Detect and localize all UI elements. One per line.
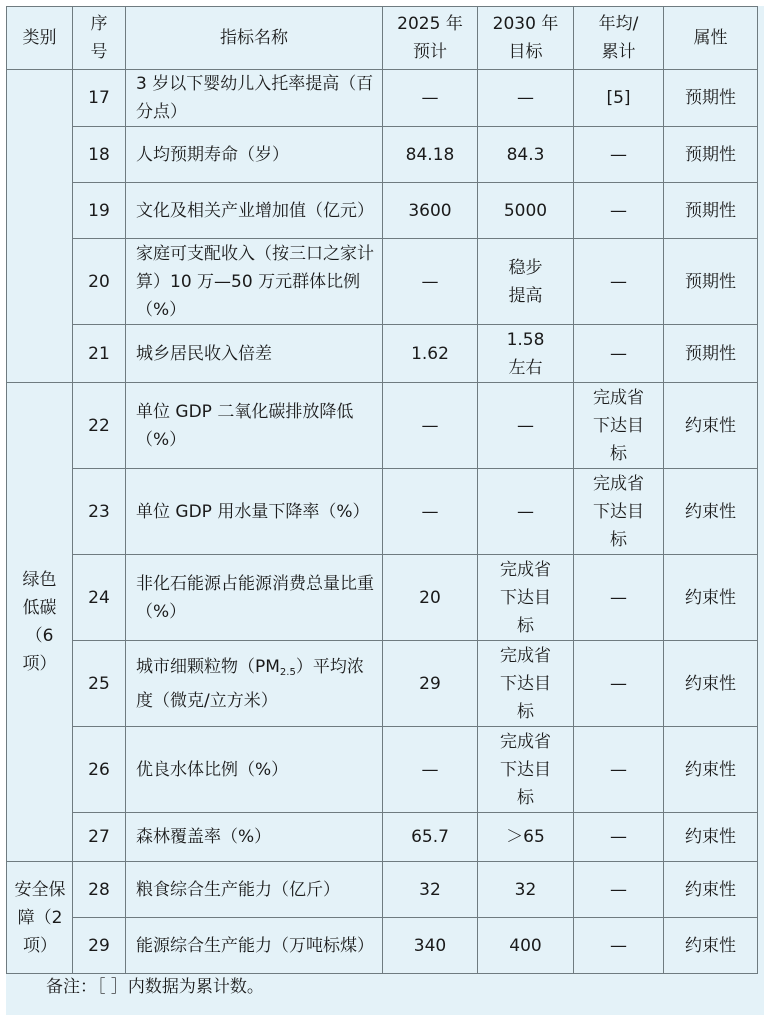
row-index: 19 [73,183,126,239]
row-index: 20 [73,239,126,325]
row-avg: — [574,127,664,183]
row-index: 21 [73,325,126,383]
category-green: 绿色低碳（6 项） [7,383,73,862]
row-attr: 约束性 [664,862,758,918]
table-row [7,641,758,727]
row-attr: 预期性 [664,183,758,239]
row-2030: 1.58左右 [478,325,574,383]
row-2025: — [383,70,478,127]
header-avg: 年均/累计 [574,7,664,70]
row-index: 22 [73,383,126,469]
row-index: 23 [73,469,126,555]
row-2025: 340 [383,918,478,974]
row-2030: 完成省下达目标 [478,641,574,727]
row-2025: 29 [383,641,478,727]
row-avg: — [574,813,664,862]
row-attr: 预期性 [664,325,758,383]
table-row [7,383,758,469]
table-row [7,325,758,383]
row-2030: — [478,469,574,555]
row-name: 文化及相关产业增加值（亿元） [126,183,383,239]
row-2025: 20 [383,555,478,641]
row-avg: 完成省下达目标 [574,383,664,469]
header-category: 类别 [7,7,73,70]
row-index: 27 [73,813,126,862]
indicator-table [6,6,758,974]
row-index: 29 [73,918,126,974]
row-attr: 约束性 [664,813,758,862]
row-avg: 完成省下达目标 [574,469,664,555]
header-2025: 2025 年预计 [383,7,478,70]
row-index: 17 [73,70,126,127]
row-name: 能源综合生产能力（万吨标煤） [126,918,383,974]
table-row [7,239,758,325]
row-2030: 完成省下达目标 [478,555,574,641]
pm-subscript: 2.5 [279,666,296,678]
row-attr: 约束性 [664,641,758,727]
row-2030: — [478,70,574,127]
row-2030: 稳步提高 [478,239,574,325]
row-avg: — [574,641,664,727]
row-name: 人均预期寿命（岁） [126,127,383,183]
row-avg: — [574,918,664,974]
row-name: 城乡居民收入倍差 [126,325,383,383]
row-2025: — [383,239,478,325]
row-name: 3 岁以下婴幼儿入托率提高（百分点） [126,70,383,127]
row-name-pre: 城市细颗粒物（PM [136,656,280,677]
header-name: 指标名称 [126,7,383,70]
row-2025: 65.7 [383,813,478,862]
row-2030: 5000 [478,183,574,239]
row-avg: — [574,239,664,325]
row-name: 非化石能源占能源消费总量比重（%） [126,555,383,641]
row-name: 森林覆盖率（%） [126,813,383,862]
table-row [7,555,758,641]
row-name: 优良水体比例（%） [126,727,383,813]
table-row [7,918,758,974]
header-row [7,7,758,70]
row-name: 单位 GDP 二氧化碳排放降低（%） [126,383,383,469]
row-index: 26 [73,727,126,813]
row-attr: 预期性 [664,70,758,127]
row-2025: — [383,469,478,555]
header-attr: 属性 [664,7,758,70]
row-index: 25 [73,641,126,727]
row-attr: 预期性 [664,239,758,325]
row-avg: — [574,862,664,918]
category-security: 安全保障（2 项） [7,862,73,974]
table-row [7,813,758,862]
table-row [7,862,758,918]
row-avg: — [574,325,664,383]
row-name: 单位 GDP 用水量下降率（%） [126,469,383,555]
row-2030: 400 [478,918,574,974]
row-attr: 约束性 [664,918,758,974]
row-avg: — [574,727,664,813]
category-cell-empty [7,70,73,383]
table-row [7,469,758,555]
row-2025: 1.62 [383,325,478,383]
row-2025: 32 [383,862,478,918]
row-2025: — [383,383,478,469]
row-2025: 84.18 [383,127,478,183]
row-attr: 约束性 [664,469,758,555]
table-note: 备注：［ ］内数据为累计数。 [46,977,264,997]
row-2025: 3600 [383,183,478,239]
row-2030: 84.3 [478,127,574,183]
row-name [126,641,383,727]
row-attr: 约束性 [664,555,758,641]
row-2030: 32 [478,862,574,918]
table-row [7,183,758,239]
row-attr: 约束性 [664,727,758,813]
row-2030: — [478,383,574,469]
row-attr: 约束性 [664,383,758,469]
row-index: 24 [73,555,126,641]
header-2030: 2030 年目标 [478,7,574,70]
row-name: 家庭可支配收入（按三口之家计算）10 万—50 万元群体比例（%） [126,239,383,325]
row-index: 28 [73,862,126,918]
row-index: 18 [73,127,126,183]
table-row [7,70,758,127]
row-2025: — [383,727,478,813]
row-2030: ＞65 [478,813,574,862]
row-avg: [5] [574,70,664,127]
header-index: 序号 [73,7,126,70]
row-attr: 预期性 [664,127,758,183]
row-avg: — [574,183,664,239]
indicator-table-sheet [6,6,764,1015]
row-avg: — [574,555,664,641]
row-name-post: ）平均浓度（微克/立方米） [136,656,364,711]
table-row [7,727,758,813]
row-name: 粮食综合生产能力（亿斤） [126,862,383,918]
row-2030: 完成省下达目标 [478,727,574,813]
table-row [7,127,758,183]
